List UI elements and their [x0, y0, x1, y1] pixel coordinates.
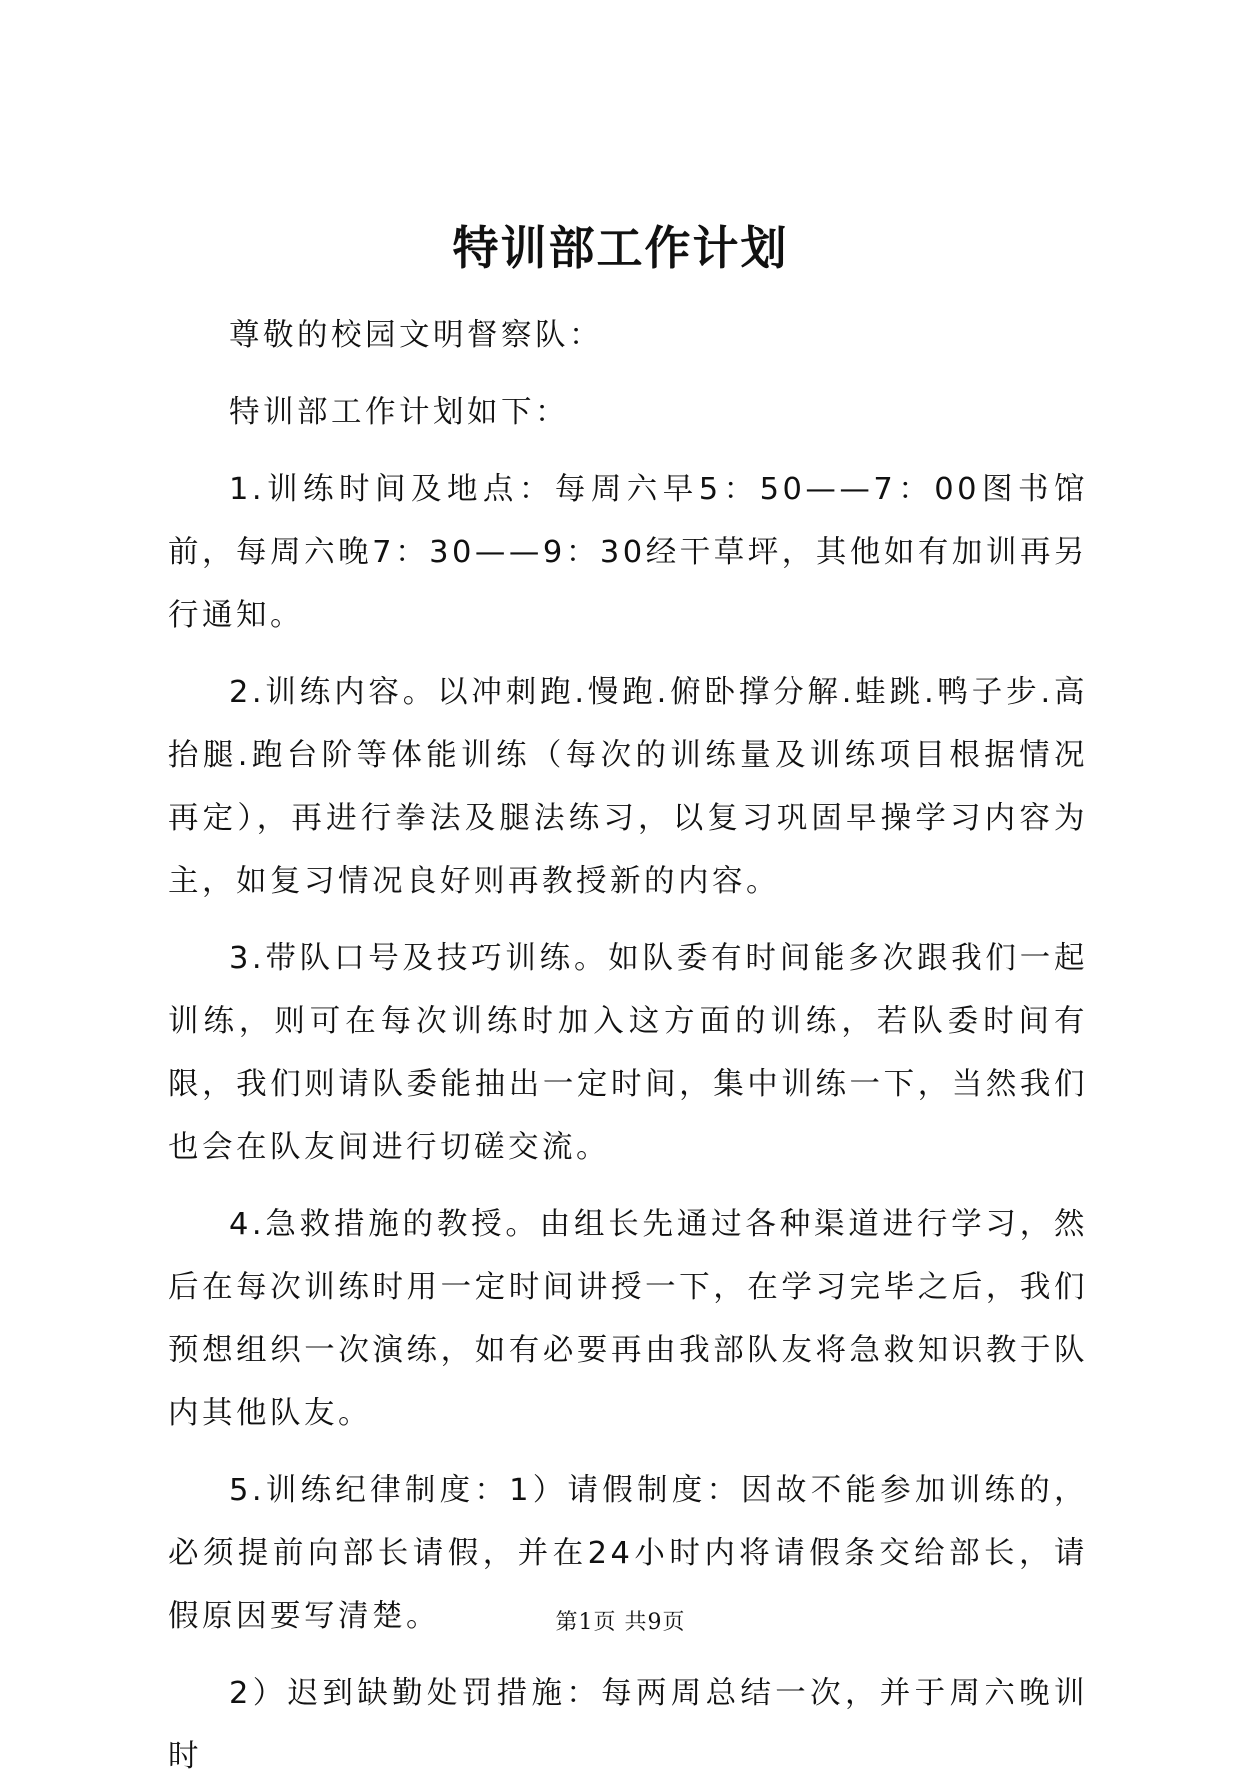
paragraph-2: 2.训练内容。以冲刺跑.慢跑.俯卧撑分解.蛙跳.鸭子步.高抬腿.跑台阶等体能训练（每次的训练量及训练项目根据情况再定），再进行拳法及腿法练习，以复习巩固早操学习内容为主，如复习情况良好则再教授新的内容。	[168, 675, 1088, 899]
intro-paragraph: 特训部工作计划如下：	[229, 395, 569, 430]
greeting-paragraph: 尊敬的校园文明督察队：	[229, 318, 603, 353]
paragraph-6: 2）迟到缺勤处罚措施：每两周总结一次，并于周六晚训时	[168, 1676, 1088, 1774]
paragraph-5: 5.训练纪律制度：1）请假制度：因故不能参加训练的，必须提前向部长请假，并在24小时内将请假条交给部长，请假原因要写清楚。	[168, 1473, 1088, 1634]
document-body	[168, 290, 1088, 1788]
page-footer: 第1页 共9页	[555, 1610, 686, 1635]
paragraph-3: 3.带队口号及技巧训练。如队委有时间能多次跟我们一起训练，则可在每次训练时加入这方面的训练，若队委时间有限，我们则请队委能抽出一定时间，集中训练一下，当然我们也会在队友间进行切磋交流。	[168, 941, 1088, 1165]
paragraph-1: 1.训练时间及地点：每周六早5：50——7：00图书馆前，每周六晚7：30——9：30经干草坪，其他如有加训再另行通知。	[168, 472, 1088, 633]
document-title: 特训部工作计划	[452, 221, 789, 275]
paragraph-4: 4.急救措施的教授。由组长先通过各种渠道进行学习，然后在每次训练时用一定时间讲授一下，在学习完毕之后，我们预想组织一次演练，如有必要再由我部队友将急救知识教于队内其他队友。	[168, 1207, 1088, 1431]
